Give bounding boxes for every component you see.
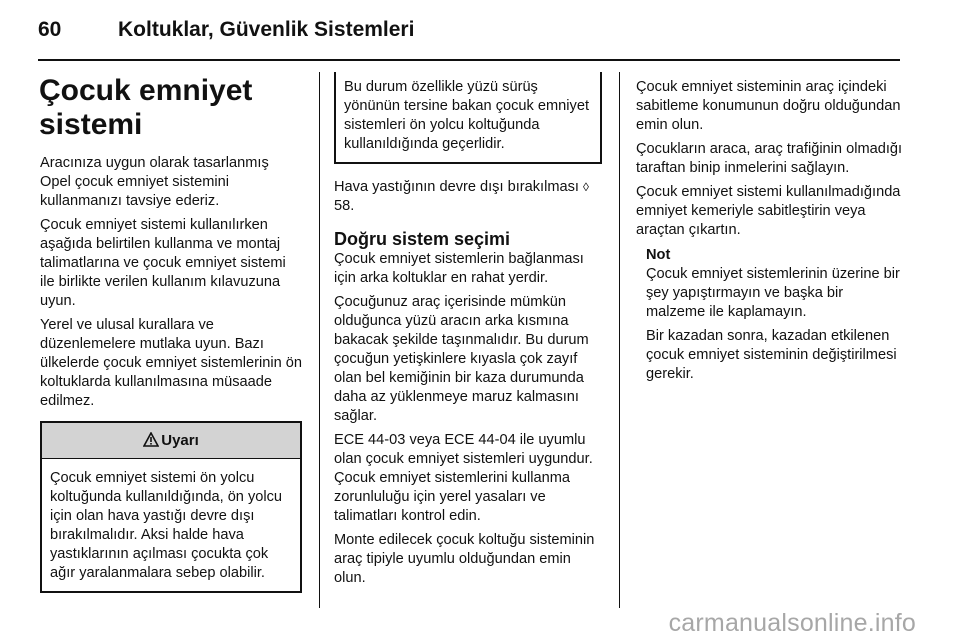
- cross-reference-text: Hava yastığının devre dışı bırakılması: [334, 179, 579, 195]
- subsection-heading: Doğru sistem seçimi: [334, 229, 511, 249]
- column-divider-2: [619, 72, 620, 608]
- page-reference-icon: ◊: [583, 180, 589, 194]
- paragraph: Çocuk emniyet sistemi kullanılmadığında emniyet kemeriyle sabitleştirin veya araçtan çıkartın.: [636, 184, 901, 238]
- warning-box: [40, 421, 302, 593]
- warning-triangle-icon: [143, 432, 159, 452]
- note-block: [636, 246, 904, 384]
- cross-reference-page: 58.: [334, 198, 355, 214]
- warning-label: Uyarı: [161, 432, 199, 449]
- paragraph: Aracınıza uygun olarak tasarlanmış Opel çocuk emniyet sistemini kullanmanızı tavsiye ederiz.: [40, 155, 269, 209]
- note-paragraph: Çocuk emniyet sistemlerinin üzerine bir şey yapıştırmayın ve başka bir malzeme ile kaplamayın.: [646, 266, 900, 320]
- warning-text: Çocuk emniyet sistemi ön yolcu koltuğunda kullanıldığında, ön yolcu için olan hava yastığı devre dışı bırakılmalıdır. Aksi halde hava yastıklarının açılması çocukta çok ağır yaralanmalara sebep olabilir.: [50, 470, 283, 581]
- header-divider: [38, 59, 900, 61]
- paragraph: Monte edilecek çocuk koltuğu sisteminin araç tipiyle uyumlu olduğundan emin olun.: [334, 532, 595, 586]
- paragraph: Çocuk emniyet sisteminin araç içindeki sabitleme konumunun doğru olduğundan emin olun.: [636, 79, 901, 133]
- paragraph: Çocuk emniyet sistemi kullanılırken aşağıda belirtilen kullanma ve montaj talimatlarına ve çocuk emniyet sistemi ile birlikte verilen kullanım kılavuzuna uyun.: [40, 217, 286, 309]
- note-title: Not: [646, 247, 671, 263]
- page-header: [38, 18, 414, 42]
- column-divider-1: [319, 72, 320, 608]
- section-title: Çocuk emniyet sistemi: [39, 74, 253, 141]
- column-3: [636, 78, 904, 389]
- paragraph: ECE 44-03 veya ECE 44-04 ile uyumlu olan çocuk emniyet sistemleri uygundur. Çocuk emniyet sistemlerini kullanma zorunluluğu için yerel yasaları ve talimatları kontrol edin.: [334, 432, 593, 524]
- column-1: [40, 74, 302, 593]
- page-number: 60: [38, 18, 62, 41]
- paragraph: Çocuk emniyet sistemlerin bağlanması için arka koltuklar en rahat yerdir.: [334, 251, 584, 286]
- watermark: carmanualsonline.info: [668, 609, 916, 637]
- paragraph: Yerel ve ulusal kurallara ve düzenlemelere mutlaka uyun. Bazı ülkelerde çocuk emniyet sistemlerinin ön koltuklarda kullanılmasına müsaade edilmez.: [40, 317, 302, 409]
- paragraph: Çocuğunuz araç içerisinde mümkün olduğunca yüzü aracın arka kısmına bakacak şekilde taşınmalıdır. Bu durum çocuğun yetişkinlere kıyasla çok zayıf olan bel kemiğinin bir kaza durumunda daha az yüklenmeye maruz kalmasını sağlar.: [334, 294, 589, 424]
- warning-header: [42, 423, 300, 459]
- warning-continuation-box: Bu durum özellikle yüzü sürüş yönünün tersine bakan çocuk emniyet sistemleri ön yolcu koltuğunda kullanıldığında geçerlidir.: [334, 72, 602, 164]
- note-paragraph: Bir kazadan sonra, kazadan etkilenen çocuk emniyet sisteminin değiştirilmesi gerekir.: [646, 328, 897, 382]
- paragraph: Çocukların araca, araç trafiğinin olmadığı taraftan binip inmelerini sağlayın.: [636, 141, 903, 176]
- chapter-title: Koltuklar, Güvenlik Sistemleri: [118, 18, 415, 41]
- column-2: [334, 74, 602, 593]
- cross-reference: [334, 178, 602, 216]
